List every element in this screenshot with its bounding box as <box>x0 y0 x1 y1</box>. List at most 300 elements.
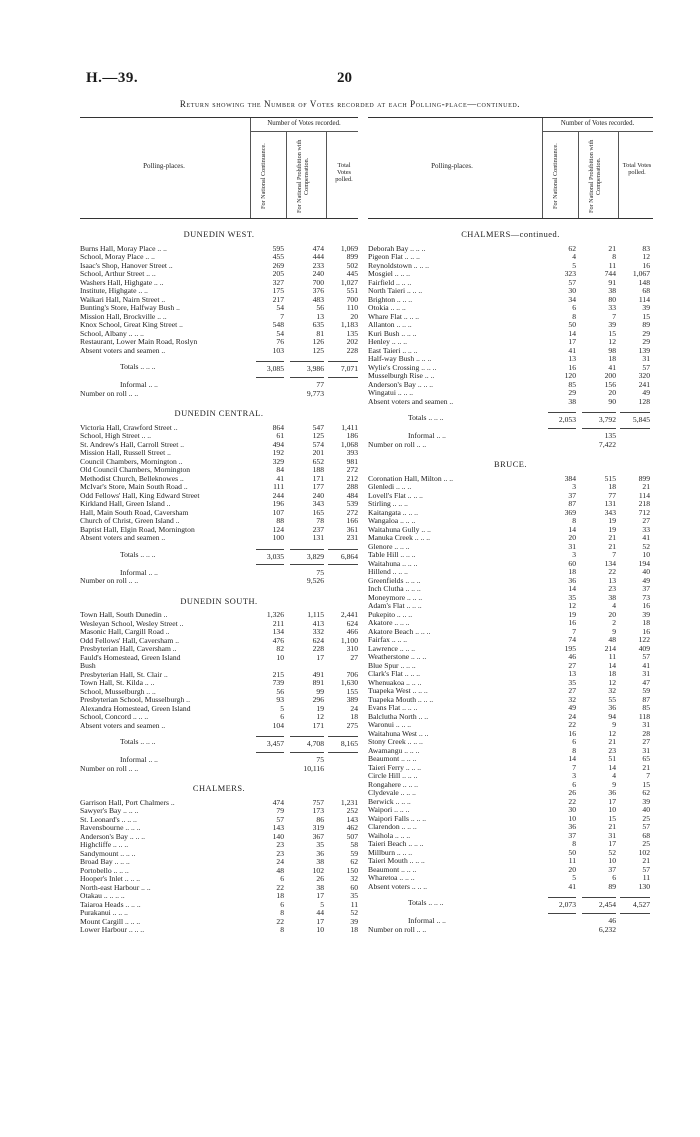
place-name: Anderson's Bay .. .. .. <box>80 832 146 841</box>
prohibition-votes: 17 <box>316 891 324 900</box>
prohibition-votes: 38 <box>316 882 324 892</box>
table-header <box>368 117 653 219</box>
place-name: School, Arthur Street .. .. <box>80 270 156 278</box>
prohibition-votes: 81 <box>316 328 324 338</box>
total-votes: 507 <box>346 831 358 841</box>
total-votes: 18 <box>350 925 358 934</box>
total-votes: 241 <box>638 379 650 389</box>
total-votes: 49 <box>642 575 650 585</box>
table-row <box>368 883 653 892</box>
header-polling-places: Polling-places. <box>143 162 185 170</box>
table-row <box>80 926 358 935</box>
continuance-votes: 19 <box>568 609 576 619</box>
place-name: Wharetoa .. .. .. <box>368 874 415 882</box>
continuance-votes: 8 <box>572 745 576 755</box>
place-name: Akatore .. .. .. <box>368 619 410 627</box>
prohibition-votes: 2,454 <box>582 897 616 914</box>
prohibition-votes: 44 <box>316 908 324 917</box>
place-name: Sandymount .. .. .. <box>80 849 136 858</box>
prohibition-votes: 9,526 <box>306 576 324 585</box>
total-votes: 65 <box>642 754 650 763</box>
place-name: Mission Hall, Russell Street .. <box>80 449 171 457</box>
place-name: Bush <box>80 662 96 670</box>
total-votes: 35 <box>350 891 358 900</box>
prohibition-votes: 56 <box>316 303 324 312</box>
place-name: Number on roll .. .. <box>368 925 427 934</box>
prohibition-votes: 188 <box>312 465 324 474</box>
prohibition-votes: 36 <box>316 848 324 858</box>
continuance-votes: 10 <box>276 652 284 662</box>
right-column <box>368 117 653 934</box>
place-name: Coronation Hall, Milton .. .. <box>368 474 454 483</box>
table-row <box>80 722 358 731</box>
total-votes: 20 <box>350 311 358 321</box>
place-name: Town Hall, St. Kilda .. .. <box>80 679 155 687</box>
place-name: Lovell's Flat .. .. .. <box>368 491 423 500</box>
place-name: Waihola .. .. .. <box>368 831 411 840</box>
prohibition-votes: 13 <box>608 575 616 585</box>
place-name: Church of Christ, Green Island .. <box>80 517 180 525</box>
place-name: Garrison Hall, Port Chalmers .. <box>80 798 175 807</box>
prohibition-votes: 38 <box>608 592 616 602</box>
continuance-votes: 41 <box>568 345 576 355</box>
prohibition-votes: 17 <box>608 796 616 806</box>
continuance-votes: 57 <box>276 814 284 824</box>
prohibition-votes: 15 <box>608 328 616 338</box>
place-name: Number on roll .. .. <box>80 764 139 773</box>
continuance-votes: 60 <box>568 558 576 568</box>
prohibition-votes: 624 <box>312 635 324 645</box>
total-votes: 52 <box>350 908 358 917</box>
place-name: Purakanui .. .. .. <box>80 909 128 917</box>
continuance-votes: 4 <box>572 252 576 261</box>
table-row <box>368 594 653 603</box>
place-name: Council Chambers, Mornington .. <box>80 457 183 466</box>
total-votes: 624 <box>346 618 358 628</box>
continuance-votes: 595 <box>272 243 284 253</box>
totals-row <box>80 738 358 752</box>
prohibition-votes: 35 <box>316 840 324 849</box>
total-votes: 128 <box>638 396 650 406</box>
prohibition-votes: 635 <box>312 320 324 329</box>
continuance-votes: 50 <box>568 847 576 857</box>
continuance-votes: 27 <box>568 686 576 695</box>
total-votes: 110 <box>346 303 358 312</box>
place-name: Akatore Beach .. .. .. <box>368 627 431 636</box>
table-row <box>80 654 358 663</box>
total-votes: 59 <box>642 686 650 695</box>
roll-row <box>368 441 653 450</box>
place-name: Wylie's Crossing .. .. .. <box>368 363 437 372</box>
continuance-votes: 26 <box>568 788 576 797</box>
total-votes: 1,411 <box>341 422 358 432</box>
prohibition-votes: 19 <box>316 703 324 713</box>
total-votes: 288 <box>346 482 358 491</box>
total-votes: 981 <box>346 456 358 466</box>
place-name: Absent voters and seamen .. <box>80 346 166 355</box>
continuance-votes: 93 <box>276 695 284 704</box>
prohibition-votes: 237 <box>312 524 324 534</box>
total-votes: 57 <box>642 362 650 372</box>
continuance-votes: 38 <box>568 396 576 406</box>
continuance-votes: 10 <box>568 813 576 823</box>
place-name: Balclutha North .. .. <box>368 712 429 721</box>
continuance-votes: 8 <box>572 516 576 525</box>
prohibition-votes: 367 <box>312 831 324 841</box>
place-name: Number on roll .. .. <box>80 389 139 398</box>
total-votes: 310 <box>346 644 358 653</box>
prohibition-votes: 165 <box>312 507 324 517</box>
place-name: Clarendon .. .. .. <box>368 823 417 831</box>
table-header <box>80 117 358 219</box>
total-votes: 114 <box>638 490 650 500</box>
prohibition-votes: 125 <box>312 431 324 440</box>
total-votes: 39 <box>642 609 650 619</box>
totals-row <box>80 551 358 565</box>
prohibition-votes: 77 <box>608 490 616 500</box>
prohibition-votes: 13 <box>316 311 324 321</box>
header-prohibition: For National Prohibition with Compensation. <box>588 139 602 213</box>
continuance-votes: 134 <box>272 627 284 636</box>
total-votes: 114 <box>638 294 650 304</box>
total-votes: 21 <box>642 482 650 491</box>
prohibition-votes: 201 <box>312 448 324 457</box>
continuance-votes: 3,035 <box>256 549 284 566</box>
continuance-votes: 30 <box>568 805 576 814</box>
place-name: Whare Flat .. .. .. <box>368 312 420 321</box>
place-name: Taiaroa Heads .. .. .. <box>80 900 141 909</box>
total-votes: 7,071 <box>328 361 358 378</box>
total-votes: 1,231 <box>340 797 358 807</box>
total-votes: 28 <box>642 728 650 738</box>
total-votes: 218 <box>638 499 650 508</box>
place-name: St. Andrew's Hall, Carroll Street .. <box>80 440 185 449</box>
page-id: H.—39. <box>86 70 139 86</box>
continuance-votes: 6 <box>280 712 284 721</box>
total-votes: 37 <box>642 584 650 593</box>
total-votes: 62 <box>642 788 650 797</box>
continuance-votes: 205 <box>272 269 284 278</box>
total-votes: 59 <box>350 848 358 858</box>
place-name: Broad Bay .. .. .. <box>80 858 130 866</box>
prohibition-votes: 32 <box>608 686 616 695</box>
place-name: Baptist Hall, Elgin Road, Mornington <box>80 525 195 534</box>
continuance-votes: 329 <box>272 456 284 466</box>
prohibition-votes: 700 <box>312 277 324 287</box>
place-name: Greenfields .. .. .. <box>368 576 421 585</box>
prohibition-votes: 78 <box>316 516 324 525</box>
prohibition-votes: 20 <box>608 388 616 397</box>
total-votes: 18 <box>642 618 650 627</box>
continuance-votes: 22 <box>276 916 284 926</box>
prohibition-votes: 38 <box>316 857 324 866</box>
header-total: Total Votes polled. <box>622 162 652 176</box>
prohibition-votes: 10 <box>316 925 324 934</box>
total-votes: 393 <box>346 448 358 457</box>
continuance-votes: 32 <box>568 694 576 704</box>
prohibition-votes: 21 <box>608 737 616 746</box>
total-votes: 73 <box>642 592 650 602</box>
place-name: Wingatui .. .. .. <box>368 389 414 397</box>
continuance-votes: 195 <box>564 643 576 653</box>
place-name: Brighton .. .. .. <box>368 295 413 304</box>
continuance-votes: 14 <box>568 328 576 338</box>
table-row <box>80 892 358 901</box>
place-name: Waitahuna Gully .. .. <box>368 525 431 534</box>
total-votes: 21 <box>642 762 650 772</box>
total-votes: 83 <box>642 243 650 253</box>
place-name: Inch Clutha .. .. .. <box>368 585 421 593</box>
prohibition-votes: 9 <box>612 626 616 636</box>
prohibition-votes: 18 <box>608 669 616 678</box>
prohibition-votes: 2 <box>612 618 616 627</box>
total-votes: 1,067 <box>632 269 650 278</box>
total-votes: 25 <box>642 839 650 848</box>
place-name: Otokia .. .. .. <box>368 304 406 312</box>
totals-row <box>80 363 358 377</box>
prohibition-votes: 21 <box>608 243 616 253</box>
total-votes: 122 <box>638 635 650 644</box>
total-votes: 62 <box>350 857 358 866</box>
continuance-votes: 76 <box>276 337 284 346</box>
section-title: CHALMERS—continued. <box>461 230 560 239</box>
continuance-votes: 5 <box>572 873 576 882</box>
continuance-votes: 62 <box>568 243 576 253</box>
continuance-votes: 46 <box>568 652 576 661</box>
continuance-votes: 20 <box>568 533 576 542</box>
continuance-votes: 217 <box>272 294 284 304</box>
continuance-votes: 16 <box>568 618 576 627</box>
prohibition-votes: 4 <box>612 601 616 610</box>
continuance-votes: 82 <box>276 644 284 653</box>
total-votes: 539 <box>346 499 358 508</box>
place-name: Burns Hall, Moray Place .. .. <box>80 244 167 253</box>
place-name: Town Hall, South Dunedin .. <box>80 611 168 619</box>
place-name: Lower Harbour .. .. .. <box>80 926 145 934</box>
total-votes: 27 <box>642 737 650 746</box>
total-votes: 212 <box>346 473 358 483</box>
continuance-votes: 13 <box>568 669 576 678</box>
place-name: Stony Creek .. .. .. <box>368 738 423 746</box>
prohibition-votes: 31 <box>608 830 616 840</box>
total-votes: 155 <box>346 686 358 696</box>
total-votes: 41 <box>642 660 650 670</box>
total-votes: 272 <box>346 465 358 474</box>
total-votes: 1,068 <box>340 439 358 449</box>
total-votes: 1,069 <box>340 243 358 253</box>
prohibition-votes: 891 <box>312 678 324 687</box>
place-name: Methodist Church, Belleknowes .. <box>80 474 184 483</box>
roll-row <box>368 926 653 935</box>
continuance-votes: 6 <box>572 737 576 746</box>
continuance-votes: 2,053 <box>548 412 576 429</box>
prohibition-votes: 51 <box>608 754 616 763</box>
place-name: Kirkland Hall, Green Island .. <box>80 500 171 508</box>
continuance-votes: 13 <box>568 354 576 363</box>
prohibition-votes: 12 <box>608 728 616 738</box>
total-votes: 24 <box>350 703 358 713</box>
continuance-votes: 49 <box>568 703 576 712</box>
prohibition-votes: 86 <box>316 814 324 824</box>
total-votes: 1,027 <box>340 277 358 287</box>
prohibition-votes: 41 <box>608 362 616 372</box>
continuance-votes: 120 <box>564 371 576 380</box>
place-name: Otakau .. .. .. .. <box>80 892 125 900</box>
section-title: CHALMERS. <box>192 784 246 793</box>
prohibition-votes: 444 <box>312 252 324 261</box>
left-table-body <box>80 231 358 935</box>
prohibition-votes: 240 <box>312 269 324 278</box>
prohibition-votes: 48 <box>608 635 616 644</box>
total-votes: 31 <box>642 720 650 729</box>
place-name: Tuapeka West .. .. .. <box>368 687 428 695</box>
prohibition-votes: 744 <box>604 269 616 278</box>
place-name: Waitahuna .. .. .. <box>368 559 418 568</box>
place-name: Anderson's Bay .. .. .. <box>368 380 434 389</box>
place-name: Blue Spur .. .. .. <box>368 661 416 670</box>
place-name: North Taieri .. .. .. <box>368 287 423 295</box>
continuance-votes: 8 <box>572 311 576 321</box>
total-votes: 8,165 <box>328 736 358 753</box>
prohibition-votes: 3,986 <box>290 361 324 378</box>
place-name: Waipori .. .. .. <box>368 806 410 814</box>
total-votes: 11 <box>350 899 358 909</box>
prohibition-votes: 5 <box>320 899 324 909</box>
total-votes: 899 <box>638 473 650 483</box>
prohibition-votes: 26 <box>316 874 324 883</box>
place-name: Taieri Ferry .. .. .. <box>368 763 422 772</box>
continuance-votes: 14 <box>568 524 576 534</box>
prohibition-votes: 214 <box>604 643 616 653</box>
continuance-votes: 29 <box>568 388 576 397</box>
prohibition-votes: 483 <box>312 294 324 304</box>
total-votes: 2,441 <box>340 610 358 619</box>
place-name: Sawyer's Bay .. .. .. <box>80 807 139 815</box>
continuance-votes: 36 <box>568 822 576 831</box>
header-total: Total Votes polled. <box>335 162 353 183</box>
prohibition-votes: 21 <box>608 533 616 542</box>
place-name: Adam's Flat .. .. .. <box>368 602 422 610</box>
total-votes: 361 <box>346 524 358 534</box>
continuance-votes: 7 <box>572 626 576 636</box>
place-name: Mission Hall, Brockville .. .. <box>80 312 167 321</box>
total-votes: 31 <box>642 669 650 678</box>
place-name: Clark's Flat .. .. .. <box>368 670 420 678</box>
total-votes: 25 <box>642 813 650 823</box>
table-row <box>368 398 653 407</box>
prohibition-votes: 14 <box>608 762 616 772</box>
place-name: Number on roll .. .. <box>368 440 427 449</box>
prohibition-votes: 11 <box>608 652 616 661</box>
total-votes: 18 <box>350 712 358 721</box>
continuance-votes: 23 <box>276 840 284 849</box>
total-votes: 130 <box>638 881 650 891</box>
prohibition-votes: 12 <box>608 337 616 346</box>
continuance-votes: 54 <box>276 303 284 312</box>
header-prohibition: For National Prohibition with Compensation. <box>296 139 310 213</box>
total-votes: 89 <box>642 320 650 329</box>
prohibition-votes: 3,829 <box>290 549 324 566</box>
prohibition-votes: 228 <box>312 644 324 653</box>
place-name: Bunting's Store, Halfway Bush .. <box>80 304 180 312</box>
place-name: Waikari Hall, Nairn Street .. <box>80 295 166 304</box>
total-votes: 551 <box>346 286 358 295</box>
place-name: Hooper's Inlet .. .. .. <box>80 875 140 883</box>
place-name: Fauld's Homestead, Green Island <box>80 653 181 662</box>
total-votes: 202 <box>346 337 358 346</box>
place-name: Odd Fellows' Hall, King Edward Street <box>80 491 200 500</box>
prohibition-votes: 474 <box>312 243 324 253</box>
continuance-votes: 48 <box>276 865 284 875</box>
place-name: Totals .. .. .. <box>408 414 444 422</box>
place-name: McIvar's Store, Main South Road .. <box>80 483 188 491</box>
place-name: Reynoldstown .. .. .. <box>368 261 429 270</box>
continuance-votes: 5 <box>280 703 284 713</box>
prohibition-votes: 9 <box>612 779 616 789</box>
place-name: North-east Harbour .. .. <box>80 883 151 892</box>
continuance-votes: 14 <box>568 584 576 593</box>
total-votes: 899 <box>346 252 358 261</box>
continuance-votes: 215 <box>272 669 284 679</box>
continuance-votes: 11 <box>568 856 576 865</box>
prohibition-votes: 7 <box>612 550 616 559</box>
continuance-votes: 143 <box>272 823 284 832</box>
continuance-votes: 30 <box>568 286 576 295</box>
continuance-votes: 35 <box>568 592 576 602</box>
continuance-votes: 18 <box>568 567 576 576</box>
place-name: Informal .. .. <box>120 381 158 389</box>
place-name: Hillend .. .. .. <box>368 568 408 576</box>
place-name: Highcliffe .. .. .. <box>80 841 129 849</box>
roll-row <box>80 577 358 586</box>
prohibition-votes: 156 <box>604 379 616 389</box>
place-name: Institute, Highgate .. .. <box>80 287 148 295</box>
place-name: Deborah Bay .. .. .. <box>368 244 426 253</box>
prohibition-votes: 757 <box>312 797 324 807</box>
place-name: Wangaloa .. .. .. <box>368 517 416 525</box>
prohibition-votes: 574 <box>312 439 324 449</box>
prohibition-votes: 9,773 <box>306 388 324 398</box>
place-name: Taieri Mouth .. .. .. <box>368 857 425 865</box>
prohibition-votes: 296 <box>312 695 324 704</box>
prohibition-votes: 10,116 <box>303 763 324 773</box>
total-votes: 6,864 <box>328 549 358 566</box>
place-name: Pigeon Flat .. .. .. <box>368 253 420 261</box>
place-name: Manuka Creek .. .. .. <box>368 534 430 542</box>
section-title: DUNEDIN CENTRAL. <box>174 409 264 418</box>
total-votes: 33 <box>642 524 650 534</box>
continuance-votes: 24 <box>568 711 576 721</box>
table-row <box>368 772 653 781</box>
place-name: Informal .. .. <box>120 756 158 764</box>
total-votes: 16 <box>642 626 650 636</box>
prohibition-votes: 6,232 <box>598 924 616 934</box>
prohibition-votes: 332 <box>312 627 324 636</box>
prohibition-votes: 547 <box>312 422 324 432</box>
prohibition-votes: 7 <box>612 311 616 321</box>
continuance-votes: 3 <box>572 550 576 559</box>
continuance-votes: 8 <box>280 908 284 917</box>
total-votes: 148 <box>638 277 650 287</box>
place-name: Washers Hall, Highgate .. .. <box>80 278 164 287</box>
prohibition-votes: 17 <box>608 839 616 848</box>
place-name: Tuapeka Mouth .. .. .. <box>368 695 434 704</box>
total-votes: 150 <box>346 865 358 875</box>
continuance-votes: 211 <box>272 618 284 628</box>
total-votes: 52 <box>642 541 650 551</box>
continuance-votes: 244 <box>272 490 284 500</box>
place-name: School, Moray Place .. .. <box>80 253 155 261</box>
